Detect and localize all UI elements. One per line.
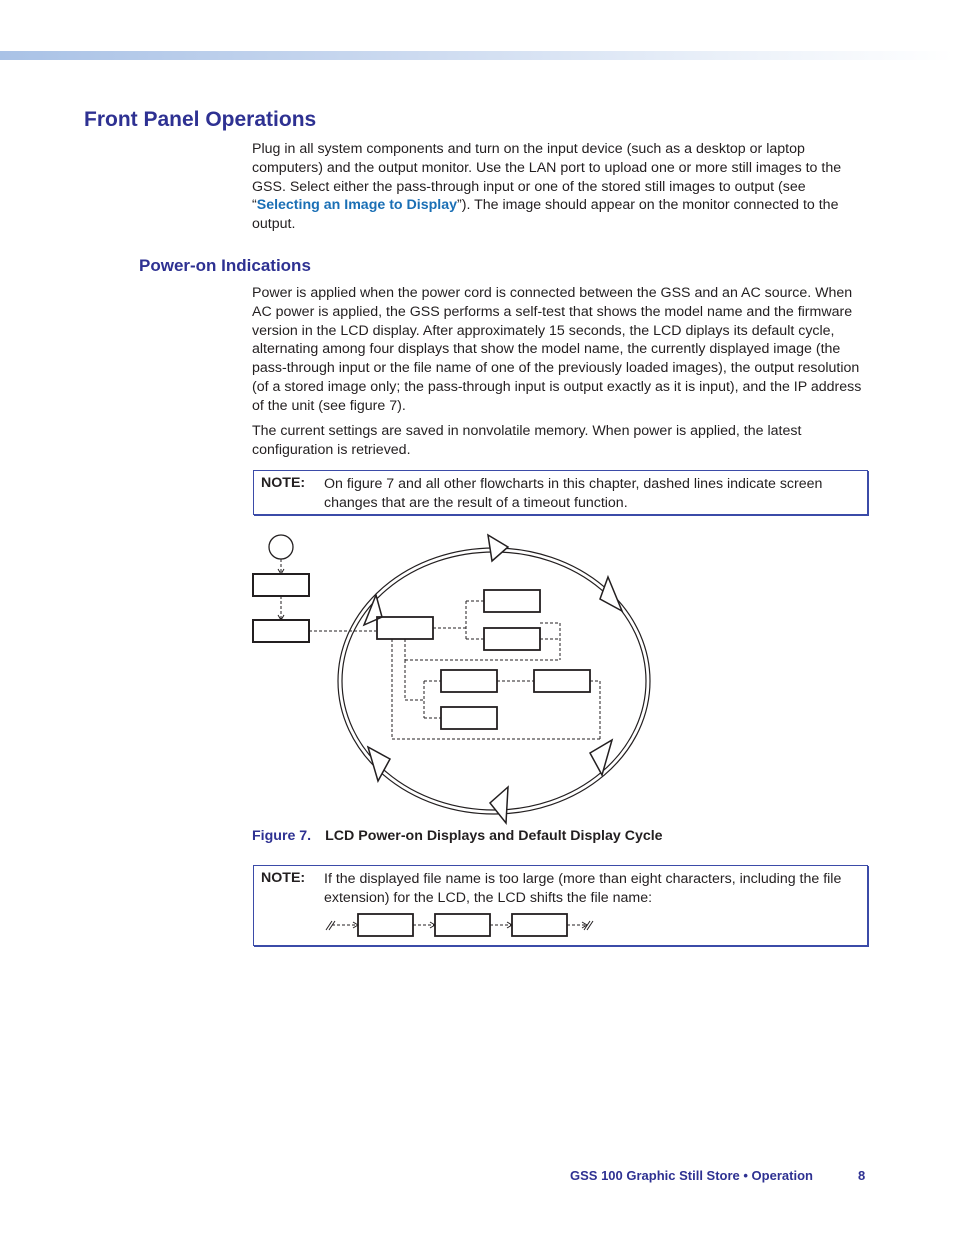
lcd-scroll-box-2 bbox=[435, 914, 490, 936]
intro-text-before: Plug in all system components and turn on the input device (such as a desktop or laptop computers) and the output monitor. Use the LAN port to upload one or more still images to the GSS. Select either the pass-through input or one of the stored still images to output (see “ bbox=[252, 141, 842, 214]
footer-title: GSS 100 Graphic Still Store • Operation bbox=[570, 1168, 813, 1183]
lcd-box-cycle-1 bbox=[377, 617, 433, 639]
intro-text-after: ”). The image should appear on the monitor connected to the output. bbox=[252, 197, 839, 233]
cycle-arrow-top bbox=[488, 535, 508, 561]
header-gradient-bar bbox=[0, 51, 954, 60]
lcd-box-cycle-5 bbox=[534, 670, 590, 692]
lcd-box-version bbox=[253, 620, 309, 642]
note-box-timeout bbox=[253, 470, 868, 515]
lcd-box-cycle-3 bbox=[484, 628, 540, 650]
figure-caption bbox=[252, 828, 663, 844]
section-heading: Power-on Indications bbox=[139, 256, 311, 275]
power-paragraph: Power is applied when the power cord is connected between the GSS and an AC source. When AC power is applied, the GSS performs a self-test that shows the model name and the firmware version in the LCD display. After approximately 15 seconds, the LCD diplays its default cycle, alternating among four displays that show the model name, the currently displayed image (the pass-through input or the file name of one of the previously loaded images), the output resolution (of a stored image only; the pass-through input is output exactly as it is input), and the IP address of the unit (see figure 7). bbox=[252, 285, 862, 414]
lcd-scroll-box-3 bbox=[512, 914, 567, 936]
page-number: 8 bbox=[858, 1168, 866, 1183]
filename-scroll-diagram bbox=[320, 911, 600, 939]
settings-paragraph: The current settings are saved in nonvolatile memory. When power is applied, the latest configuration is retrieved. bbox=[252, 423, 802, 458]
power-on-flowchart-diagram bbox=[240, 525, 670, 825]
cycle-arrow-right-bottom bbox=[590, 740, 612, 775]
note-label: NOTE: bbox=[261, 475, 306, 491]
lcd-scroll-box-1 bbox=[358, 914, 413, 936]
note-box-filename bbox=[253, 865, 868, 946]
cycle-arrow-right-top bbox=[600, 577, 622, 611]
figure-caption-text: LCD Power-on Displays and Default Display Cycle bbox=[325, 828, 663, 844]
cycle-arrow-bottom bbox=[490, 787, 508, 823]
figure-number: Figure 7. bbox=[252, 828, 312, 844]
lcd-box-cycle-4 bbox=[441, 670, 497, 692]
lcd-box-model bbox=[253, 574, 309, 596]
lcd-box-cycle-6 bbox=[441, 707, 497, 729]
page-title: Front Panel Operations bbox=[84, 108, 317, 131]
start-circle bbox=[269, 535, 293, 559]
note-text: On figure 7 and all other flowcharts in this chapter, dashed lines indicate screen changes that are the result of a timeout function. bbox=[324, 476, 823, 511]
selecting-image-link[interactable]: Selecting an Image to Display bbox=[256, 197, 457, 214]
note-label: NOTE: bbox=[261, 870, 306, 886]
note-text: If the displayed file name is too large (more than eight characters, including the file extension) for the LCD, the LCD shifts the file name: bbox=[324, 871, 842, 906]
lcd-box-cycle-2 bbox=[484, 590, 540, 612]
intro-paragraph bbox=[252, 140, 868, 234]
